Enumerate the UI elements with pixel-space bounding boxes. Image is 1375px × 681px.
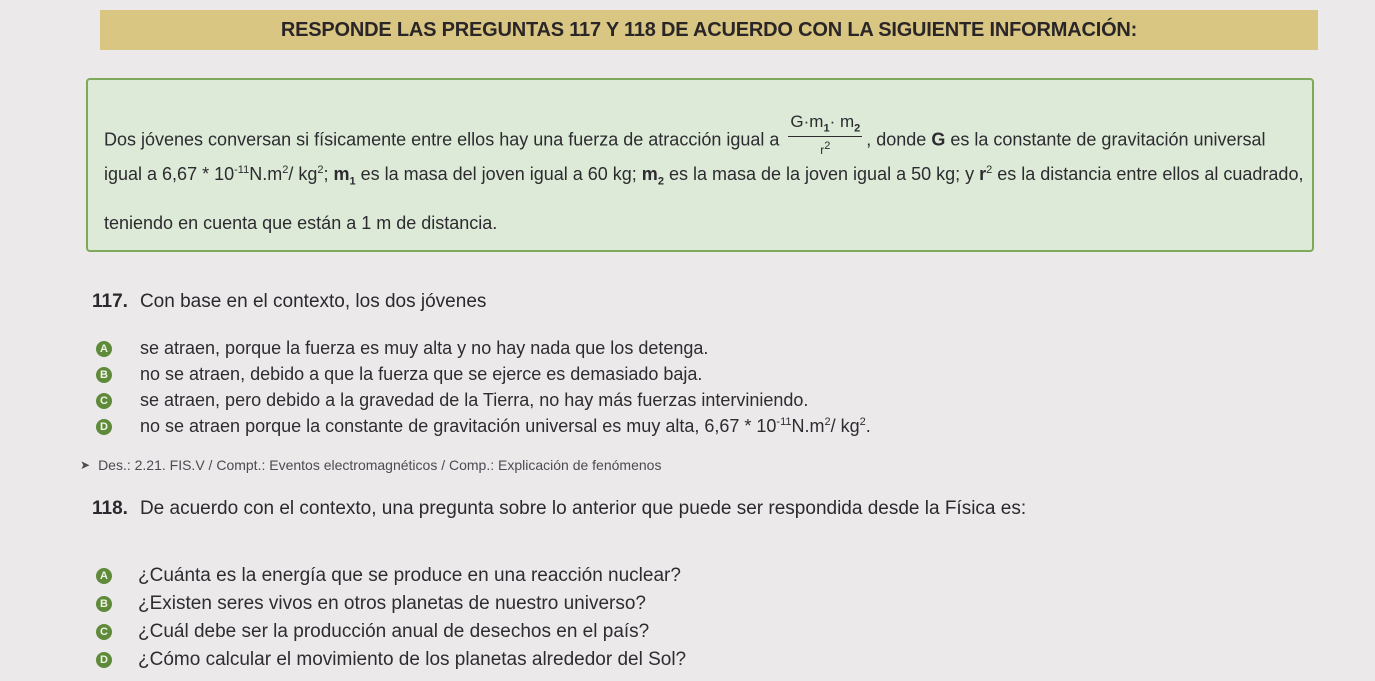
- q117-option-d[interactable]: [96, 416, 871, 437]
- gravitation-formula: $\frac{G\cdot m_1\cdot m_2}{r^2}$: [790, 112, 861, 158]
- q118-option-b[interactable]: [96, 593, 646, 615]
- descriptor-text: Des.: 2.21. FIS.V / Compt.: Eventos electromagnéticos / Comp.: Explicación de fenómenos: [98, 457, 662, 473]
- option-text: se atraen, pero debido a la gravedad de la Tierra, no hay más fuerzas interviniendo.: [140, 390, 809, 410]
- option-text: ¿Cuánta es la energía que se produce en una reacción nuclear?: [138, 565, 681, 586]
- option-text: no se atraen, debido a que la fuerza que se ejerce es demasiado baja.: [140, 364, 703, 384]
- option-text: se atraen, porque la fuerza es muy alta y no hay nada que los detenga.: [140, 338, 709, 358]
- section-banner: [100, 10, 1318, 50]
- question-prompt: Con base en el contexto, los dos jóvenes: [139, 291, 487, 312]
- competency-descriptor: [80, 457, 661, 473]
- context-line-2: igual a $6,67 * 10^{-11}N.m^2/$ $kg^2$; $m_1$ es la masa del joven igual a 60 kg; $m_2$ es la masa de la joven igual a 50 kg; y $r^2$ es la distancia entre ellos al cuadrado,: [104, 164, 1304, 188]
- context-line-1: Dos jóvenes conversan si físicamente entre ellos hay una fuerza de atracción igual a $\frac{G\cdot m_1\cdot m_2}{r^2}$ , donde G es la constante de gravitación universal: [104, 112, 1266, 158]
- question-number: 118.: [92, 498, 128, 519]
- option-letter-badge: B: [96, 596, 112, 612]
- option-letter-badge: D: [96, 652, 112, 668]
- option-letter-badge: A: [96, 568, 112, 584]
- q117-option-c[interactable]: [96, 390, 808, 411]
- banner-text: RESPONDE LAS PREGUNTAS 117 Y 118 DE ACUERDO CON LA SIGUIENTE INFORMACIÓN:: [280, 18, 1138, 41]
- question-117-title: [92, 291, 486, 313]
- question-prompt: De acuerdo con el contexto, una pregunta sobre lo anterior que puede ser respondida desde la Física es:: [139, 498, 1027, 519]
- option-text: ¿Cómo calcular el movimiento de los planetas alrededor del Sol?: [138, 649, 687, 670]
- option-text: ¿Cuál debe ser la producción anual de desechos en el país?: [138, 621, 650, 642]
- option-letter-badge: C: [96, 624, 112, 640]
- q118-option-d[interactable]: [96, 649, 686, 671]
- context-line-3: teniendo en cuenta que están a 1 m de distancia.: [104, 213, 498, 233]
- option-text: ¿Existen seres vivos en otros planetas de nuestro universo?: [138, 593, 646, 614]
- q118-option-a[interactable]: [96, 565, 681, 587]
- context-box: [86, 78, 1314, 252]
- q117-option-a[interactable]: [96, 338, 708, 359]
- option-letter-badge: C: [96, 393, 112, 409]
- option-letter-badge: B: [96, 367, 112, 383]
- question-118-title: [92, 498, 1026, 520]
- question-number: 117.: [92, 291, 128, 312]
- q117-option-b[interactable]: [96, 364, 702, 385]
- option-letter-badge: A: [96, 341, 112, 357]
- option-letter-badge: D: [96, 419, 112, 435]
- option-text: no se atraen porque la constante de gravitación universal es muy alta, $6,67 * 10^{-11}N.m^2/$ $kg^2$.: [140, 416, 871, 436]
- chevron-right-icon: ➤: [80, 458, 91, 472]
- q118-option-c[interactable]: [96, 621, 649, 643]
